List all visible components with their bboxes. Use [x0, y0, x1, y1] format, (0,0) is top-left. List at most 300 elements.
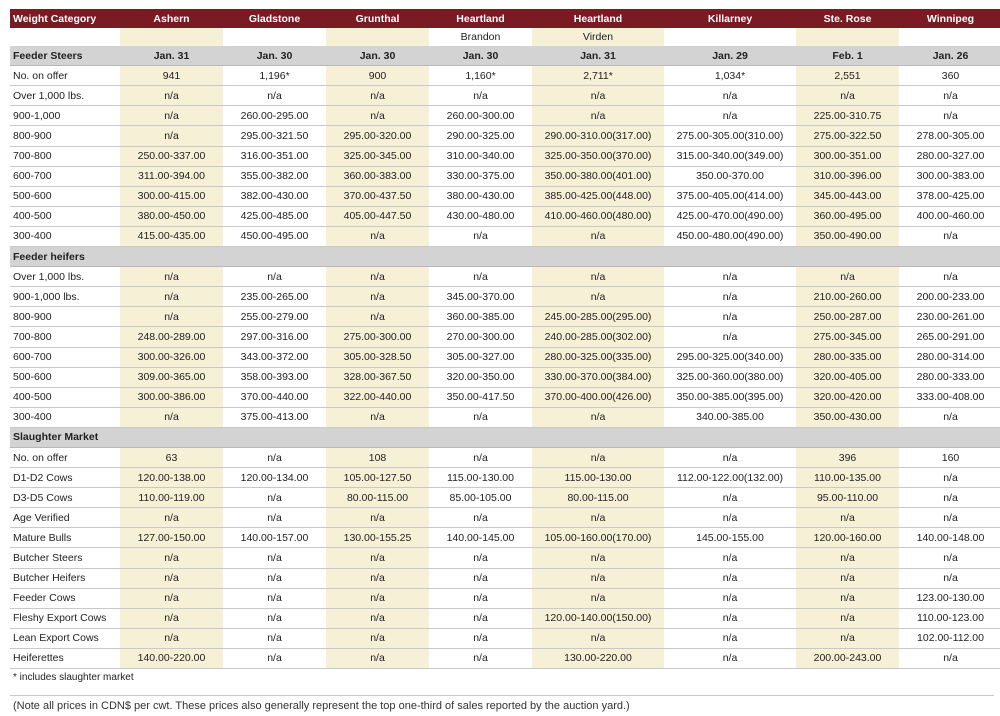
price-cell: n/a [326, 106, 429, 126]
price-cell: n/a [664, 447, 796, 467]
price-cell: n/a [899, 106, 1000, 126]
table-row [10, 287, 1000, 307]
price-cell: 340.00-385.00 [664, 407, 796, 427]
price-note: (Note all prices in CDN$ per cwt. These prices also generally represent the top one-third of sales reported by the auction yard.) [10, 695, 994, 716]
price-cell: n/a [899, 86, 1000, 106]
price-cell: 385.00-425.00(448.00) [532, 186, 664, 206]
price-cell: n/a [532, 86, 664, 106]
row-label: 700-800 [10, 146, 120, 166]
price-cell: n/a [429, 508, 532, 528]
footnote: * includes slaughter market [13, 672, 134, 683]
price-cell: 200.00-233.00 [899, 287, 1000, 307]
price-cell: 380.00-450.00 [120, 206, 223, 226]
header-gladstone: Gladstone [223, 9, 326, 28]
price-cell: n/a [664, 648, 796, 668]
price-cell: n/a [223, 648, 326, 668]
row-label: 800-900 [10, 307, 120, 327]
row-label: Over 1,000 lbs. [10, 86, 120, 106]
section-date [664, 427, 796, 447]
table-row [10, 86, 1000, 106]
subheader-cell [899, 28, 1000, 46]
price-cell: n/a [326, 307, 429, 327]
section-date: Jan. 30 [223, 46, 326, 66]
row-label: 500-600 [10, 186, 120, 206]
table-row [10, 548, 1000, 568]
price-cell: 345.00-443.00 [796, 186, 899, 206]
price-cell: n/a [429, 568, 532, 588]
subheader-cell [10, 28, 120, 46]
price-cell: 80.00-115.00 [326, 488, 429, 508]
price-cell: 140.00-157.00 [223, 528, 326, 548]
price-cell: 425.00-485.00 [223, 206, 326, 226]
section-date [120, 427, 223, 447]
price-cell: 280.00-325.00(335.00) [532, 347, 664, 367]
header-heartland-brandon: Heartland [429, 9, 532, 28]
price-cell: n/a [120, 588, 223, 608]
table-row [10, 628, 1000, 648]
section-date: Jan. 31 [120, 46, 223, 66]
table-row [10, 186, 1000, 206]
section-date [899, 427, 1000, 447]
price-cell: n/a [223, 447, 326, 467]
price-cell: 130.00-220.00 [532, 648, 664, 668]
header-weight-category: Weight Category [10, 9, 120, 28]
row-label: Butcher Heifers [10, 568, 120, 588]
section-date [326, 247, 429, 267]
price-cell: n/a [532, 548, 664, 568]
row-label: 300-400 [10, 407, 120, 427]
price-cell: 360 [899, 66, 1000, 86]
price-cell: n/a [664, 548, 796, 568]
price-cell: 380.00-430.00 [429, 186, 532, 206]
price-cell: 350.00-370.00 [664, 166, 796, 186]
price-cell: 350.00-417.50 [429, 387, 532, 407]
price-cell: 1,196* [223, 66, 326, 86]
price-cell: 110.00-119.00 [120, 488, 223, 508]
price-cell: n/a [120, 548, 223, 568]
price-cell: n/a [429, 548, 532, 568]
table-body [10, 28, 1000, 668]
row-label: Butcher Steers [10, 548, 120, 568]
price-cell: n/a [223, 628, 326, 648]
price-cell: 375.00-413.00 [223, 407, 326, 427]
row-label: Age Verified [10, 508, 120, 528]
price-cell: n/a [326, 407, 429, 427]
header-grunthal: Grunthal [326, 9, 429, 28]
price-cell: 278.00-305.00 [899, 126, 1000, 146]
price-cell: 110.00-135.00 [796, 468, 899, 488]
price-cell: n/a [120, 287, 223, 307]
row-label: D3-D5 Cows [10, 488, 120, 508]
row-label: 400-500 [10, 387, 120, 407]
price-cell: 295.00-325.00(340.00) [664, 347, 796, 367]
section-date [664, 247, 796, 267]
price-cell: 320.00-405.00 [796, 367, 899, 387]
price-cell: 330.00-370.00(384.00) [532, 367, 664, 387]
table-row [10, 166, 1000, 186]
price-cell: n/a [796, 628, 899, 648]
price-cell: n/a [326, 588, 429, 608]
section-date [899, 247, 1000, 267]
price-cell: n/a [223, 86, 326, 106]
subheader-location-brandon: Brandon [460, 31, 501, 44]
row-label: No. on offer [10, 447, 120, 467]
price-cell: 110.00-123.00 [899, 608, 1000, 628]
price-cell: n/a [899, 568, 1000, 588]
price-cell: n/a [532, 447, 664, 467]
price-cell: 300.00-383.00 [899, 166, 1000, 186]
price-cell: n/a [664, 588, 796, 608]
price-cell: n/a [899, 226, 1000, 246]
section-row [10, 46, 1000, 66]
price-cell: 310.00-396.00 [796, 166, 899, 186]
price-cell: n/a [664, 86, 796, 106]
price-cell: 345.00-370.00 [429, 287, 532, 307]
price-cell: 123.00-130.00 [899, 588, 1000, 608]
table-row [10, 387, 1000, 407]
price-cell: 350.00-380.00(401.00) [532, 166, 664, 186]
section-date [429, 427, 532, 447]
price-cell: n/a [532, 588, 664, 608]
table-row [10, 106, 1000, 126]
price-cell: n/a [326, 86, 429, 106]
table-row [10, 528, 1000, 548]
price-cell: 63 [120, 447, 223, 467]
section-row [10, 247, 1000, 267]
price-cell: n/a [223, 588, 326, 608]
price-cell: 350.00-385.00(395.00) [664, 387, 796, 407]
price-cell: 430.00-480.00 [429, 206, 532, 226]
price-cell: 450.00-495.00 [223, 226, 326, 246]
price-cell: n/a [899, 508, 1000, 528]
price-cell: 290.00-325.00 [429, 126, 532, 146]
price-cell: n/a [796, 267, 899, 287]
price-cell: 120.00-140.00(150.00) [532, 608, 664, 628]
price-cell: 108 [326, 447, 429, 467]
price-cell: n/a [429, 226, 532, 246]
price-cell: n/a [326, 648, 429, 668]
price-cell: n/a [429, 588, 532, 608]
price-cell: n/a [899, 648, 1000, 668]
table-row [10, 367, 1000, 387]
price-cell: 315.00-340.00(349.00) [664, 146, 796, 166]
price-cell: 260.00-300.00 [429, 106, 532, 126]
price-cell: 112.00-122.00(132.00) [664, 468, 796, 488]
price-cell: n/a [326, 508, 429, 528]
table-row [10, 468, 1000, 488]
header-row [10, 9, 1000, 28]
price-cell: 350.00-490.00 [796, 226, 899, 246]
price-cell: 375.00-405.00(414.00) [664, 186, 796, 206]
row-label: 900-1,000 [10, 106, 120, 126]
price-cell: n/a [223, 508, 326, 528]
price-cell: 310.00-340.00 [429, 146, 532, 166]
price-cell: n/a [429, 86, 532, 106]
section-date [796, 427, 899, 447]
subheader-cell [796, 28, 899, 46]
price-cell: n/a [326, 628, 429, 648]
price-cell: 305.00-328.50 [326, 347, 429, 367]
subheader-location-virden: Virden [532, 28, 664, 46]
price-cell: 280.00-314.00 [899, 347, 1000, 367]
table-row [10, 488, 1000, 508]
price-cell: n/a [429, 267, 532, 287]
section-date [429, 247, 532, 267]
section-date [120, 247, 223, 267]
price-cell: 115.00-130.00 [429, 468, 532, 488]
price-cell: 248.00-289.00 [120, 327, 223, 347]
table-row [10, 447, 1000, 467]
price-cell: n/a [796, 608, 899, 628]
row-label: Heiferettes [10, 648, 120, 668]
price-cell: 300.00-351.00 [796, 146, 899, 166]
price-cell: 105.00-127.50 [326, 468, 429, 488]
price-cell: 265.00-291.00 [899, 327, 1000, 347]
price-cell: 370.00-437.50 [326, 186, 429, 206]
price-cell: n/a [120, 307, 223, 327]
price-cell: n/a [532, 267, 664, 287]
price-cell: 2,711* [532, 66, 664, 86]
row-label: Fleshy Export Cows [10, 608, 120, 628]
row-label: 800-900 [10, 126, 120, 146]
price-cell: 300.00-326.00 [120, 347, 223, 367]
header-heartland-virden: Heartland [532, 9, 664, 28]
section-title: Feeder Steers [10, 46, 120, 66]
price-cell: n/a [223, 267, 326, 287]
price-cell: 295.00-320.00 [326, 126, 429, 146]
price-cell: n/a [532, 628, 664, 648]
price-cell: 80.00-115.00 [532, 488, 664, 508]
table-row [10, 307, 1000, 327]
subheader-cell [664, 28, 796, 46]
price-cell: 360.00-495.00 [796, 206, 899, 226]
price-cell: n/a [899, 468, 1000, 488]
subheader-cell [120, 28, 223, 46]
row-label: Lean Export Cows [10, 628, 120, 648]
price-cell: n/a [664, 287, 796, 307]
price-cell: 305.00-327.00 [429, 347, 532, 367]
price-cell: 275.00-305.00(310.00) [664, 126, 796, 146]
header-killarney: Killarney [664, 9, 796, 28]
price-cell: n/a [899, 407, 1000, 427]
price-cell: 320.00-420.00 [796, 387, 899, 407]
header-winnipeg: Winnipeg [899, 9, 1000, 28]
section-date: Jan. 26 [899, 46, 1000, 66]
section-date [796, 247, 899, 267]
row-label: D1-D2 Cows [10, 468, 120, 488]
table-row [10, 267, 1000, 287]
price-cell: n/a [532, 287, 664, 307]
price-cell: n/a [120, 608, 223, 628]
table-row [10, 126, 1000, 146]
price-cell: 127.00-150.00 [120, 528, 223, 548]
price-cell: 230.00-261.00 [899, 307, 1000, 327]
price-cell: 358.00-393.00 [223, 367, 326, 387]
price-cell: 410.00-460.00(480.00) [532, 206, 664, 226]
price-cell: n/a [664, 106, 796, 126]
price-cell: 343.00-372.00 [223, 347, 326, 367]
price-cell: 330.00-375.00 [429, 166, 532, 186]
section-row [10, 427, 1000, 447]
price-cell: 275.00-300.00 [326, 327, 429, 347]
subheader-row [10, 28, 1000, 46]
price-cell: 225.00-310.75 [796, 106, 899, 126]
price-cell: n/a [532, 407, 664, 427]
price-cell: 2,551 [796, 66, 899, 86]
section-date: Jan. 30 [326, 46, 429, 66]
price-cell: n/a [796, 588, 899, 608]
section-date: Jan. 31 [532, 46, 664, 66]
row-label: Over 1,000 lbs. [10, 267, 120, 287]
price-cell: 140.00-148.00 [899, 528, 1000, 548]
price-cell: 300.00-386.00 [120, 387, 223, 407]
table-row [10, 66, 1000, 86]
price-cell: n/a [664, 568, 796, 588]
price-cell: 280.00-333.00 [899, 367, 1000, 387]
price-cell: n/a [429, 628, 532, 648]
price-cell: n/a [120, 407, 223, 427]
price-cell: 333.00-408.00 [899, 387, 1000, 407]
section-date: Jan. 29 [664, 46, 796, 66]
price-cell: n/a [120, 106, 223, 126]
price-cell: n/a [429, 608, 532, 628]
price-cell: n/a [120, 508, 223, 528]
row-label: Mature Bulls [10, 528, 120, 548]
section-date [326, 427, 429, 447]
price-cell: n/a [120, 267, 223, 287]
row-label: 500-600 [10, 367, 120, 387]
price-cell: 382.00-430.00 [223, 186, 326, 206]
price-cell: n/a [532, 508, 664, 528]
section-date: Feb. 1 [796, 46, 899, 66]
price-cell: 275.00-322.50 [796, 126, 899, 146]
row-label: 400-500 [10, 206, 120, 226]
price-cell: n/a [223, 548, 326, 568]
section-title: Slaughter Market [10, 427, 120, 447]
price-cell: n/a [120, 86, 223, 106]
price-cell: n/a [664, 327, 796, 347]
price-cell: 309.00-365.00 [120, 367, 223, 387]
row-label: 300-400 [10, 226, 120, 246]
price-cell: 370.00-400.00(426.00) [532, 387, 664, 407]
subheader-cell [223, 28, 326, 46]
price-cell: n/a [429, 447, 532, 467]
price-cell: n/a [429, 648, 532, 668]
price-cell: n/a [223, 568, 326, 588]
price-cell: n/a [223, 608, 326, 628]
table-row [10, 146, 1000, 166]
table-row [10, 226, 1000, 246]
row-label: 700-800 [10, 327, 120, 347]
section-date [223, 427, 326, 447]
price-cell: 311.00-394.00 [120, 166, 223, 186]
price-cell: 255.00-279.00 [223, 307, 326, 327]
price-cell: 295.00-321.50 [223, 126, 326, 146]
price-cell: 250.00-337.00 [120, 146, 223, 166]
price-cell: n/a [899, 488, 1000, 508]
price-cell: n/a [326, 568, 429, 588]
price-cell: 120.00-134.00 [223, 468, 326, 488]
table-row [10, 608, 1000, 628]
price-cell: n/a [796, 548, 899, 568]
price-cell: 396 [796, 447, 899, 467]
price-cell: n/a [899, 267, 1000, 287]
section-date [223, 247, 326, 267]
price-cell: 425.00-470.00(490.00) [664, 206, 796, 226]
price-cell: n/a [326, 226, 429, 246]
section-date: Jan. 30 [429, 46, 532, 66]
price-cell: n/a [223, 488, 326, 508]
price-cell: 280.00-327.00 [899, 146, 1000, 166]
price-cell: n/a [532, 568, 664, 588]
price-cell: n/a [664, 307, 796, 327]
price-cell: 316.00-351.00 [223, 146, 326, 166]
price-cell: 1,160* [429, 66, 532, 86]
price-cell: 355.00-382.00 [223, 166, 326, 186]
price-cell: n/a [664, 267, 796, 287]
table-row [10, 648, 1000, 668]
price-cell: 300.00-415.00 [120, 186, 223, 206]
price-cell: n/a [796, 508, 899, 528]
table-row [10, 327, 1000, 347]
price-cell: n/a [429, 407, 532, 427]
row-label: No. on offer [10, 66, 120, 86]
row-label: 600-700 [10, 166, 120, 186]
price-cell: 120.00-138.00 [120, 468, 223, 488]
table-row [10, 568, 1000, 588]
price-cell: 120.00-160.00 [796, 528, 899, 548]
price-cell: 130.00-155.25 [326, 528, 429, 548]
price-cell: 900 [326, 66, 429, 86]
price-cell: n/a [664, 488, 796, 508]
price-cell: n/a [120, 568, 223, 588]
price-cell: 360.00-385.00 [429, 307, 532, 327]
price-cell: n/a [326, 287, 429, 307]
price-cell: 85.00-105.00 [429, 488, 532, 508]
price-cell: 320.00-350.00 [429, 367, 532, 387]
price-cell: 325.00-360.00(380.00) [664, 367, 796, 387]
table-row [10, 206, 1000, 226]
price-cell: n/a [899, 548, 1000, 568]
table-row [10, 508, 1000, 528]
table-row [10, 347, 1000, 367]
price-cell: 240.00-285.00(302.00) [532, 327, 664, 347]
price-cell: n/a [326, 608, 429, 628]
price-cell: 145.00-155.00 [664, 528, 796, 548]
price-cell: 105.00-160.00(170.00) [532, 528, 664, 548]
price-cell: 140.00-220.00 [120, 648, 223, 668]
price-cell: 405.00-447.50 [326, 206, 429, 226]
price-cell: n/a [664, 628, 796, 648]
price-cell: 280.00-335.00 [796, 347, 899, 367]
price-cell: 325.00-350.00(370.00) [532, 146, 664, 166]
row-label: Feeder Cows [10, 588, 120, 608]
price-cell: 235.00-265.00 [223, 287, 326, 307]
price-cell: 250.00-287.00 [796, 307, 899, 327]
price-cell: n/a [664, 508, 796, 528]
price-cell: 95.00-110.00 [796, 488, 899, 508]
price-cell: n/a [532, 226, 664, 246]
price-cell: 400.00-460.00 [899, 206, 1000, 226]
price-cell: 270.00-300.00 [429, 327, 532, 347]
header-ste-rose: Ste. Rose [796, 9, 899, 28]
price-cell: 210.00-260.00 [796, 287, 899, 307]
price-cell: 415.00-435.00 [120, 226, 223, 246]
price-cell: 160 [899, 447, 1000, 467]
section-date [532, 247, 664, 267]
price-cell: 450.00-480.00(490.00) [664, 226, 796, 246]
price-cell: 322.00-440.00 [326, 387, 429, 407]
